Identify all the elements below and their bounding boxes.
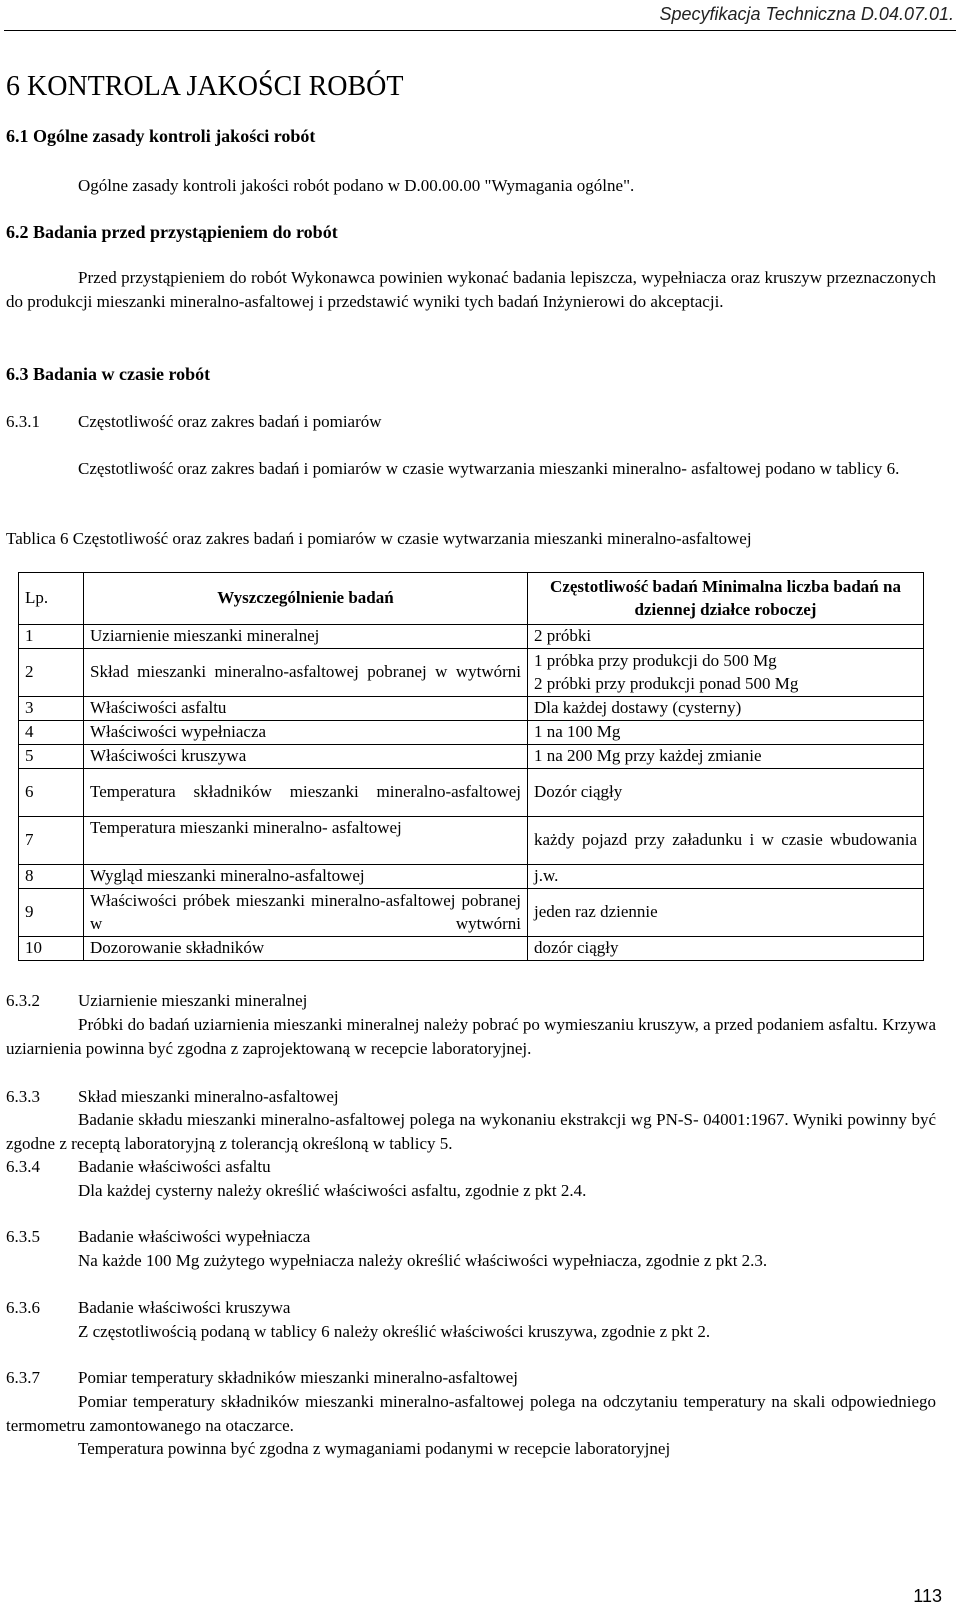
section-6-3-3-heading	[6, 1085, 339, 1109]
section-6-3-2-heading	[6, 989, 307, 1013]
row-lp: 3	[19, 697, 84, 721]
section-number: 6.3.5	[6, 1227, 40, 1246]
header-freq: Częstotliwość badań Minimalna liczba badań na dziennej działce roboczej	[528, 573, 924, 625]
section-6-3-1-text: Częstotliwość oraz zakres badań i pomiarów w czasie wytwarzania mieszanki mineralno- asfaltowej podano w tablicy 6.	[78, 459, 900, 478]
row-lp: 1	[19, 625, 84, 649]
row-freq: każdy pojazd przy załadunku i w czasie wbudowania	[528, 817, 924, 865]
section-number: 6.3.7	[6, 1368, 40, 1387]
section-6-3-6-text: Z częstotliwością podaną w tablicy 6 należy określić właściwości kruszywa, zgodnie z pkt 2.	[78, 1322, 711, 1341]
row-desc: Uziarnienie mieszanki mineralnej	[84, 625, 528, 649]
section-number: 6.3.1	[6, 412, 40, 431]
frequency-table	[18, 572, 924, 961]
section-6-1-text: Ogólne zasady kontroli jakości robót podano w D.00.00.00 "Wymagania ogólne".	[78, 176, 635, 195]
table-6	[18, 572, 924, 961]
row-freq: 2 próbki	[528, 625, 924, 649]
row-lp: 4	[19, 721, 84, 745]
table-row	[19, 649, 924, 697]
section-6-3-7-text: Pomiar temperatury składników mieszanki mineralno-asfaltowej polega na odczytaniu temperatury na skali odpowiedniego termometru zamontowanego na otaczarce.	[6, 1392, 936, 1435]
section-6-3-2-text: Próbki do badań uziarnienia mieszanki mineralnej należy pobrać po wymieszaniu kruszyw, a przed podaniem asfaltu. Krzywa uziarnienia powinna być zgodna z zaprojektowaną w recepcie laboratoryjnej.	[6, 1015, 936, 1058]
section-6-3-4-heading	[6, 1155, 271, 1179]
table-row	[19, 865, 924, 889]
row-freq: dozór ciągły	[528, 937, 924, 961]
row-freq: jeden raz dziennie	[528, 889, 924, 937]
row-desc: Właściwości wypełniacza	[84, 721, 528, 745]
header-desc: Wyszczególnienie badań	[84, 573, 528, 625]
section-6-3-3-text: Badanie składu mieszanki mineralno-asfaltowej polega na wykonaniu ekstrakcji wg PN-S- 04001:1967. Wyniki powinny być zgodne z receptą laboratoryjną z tolerancją określoną w tablicy 5.	[6, 1110, 936, 1153]
table-row	[19, 625, 924, 649]
header-rule	[4, 30, 956, 31]
row-lp: 5	[19, 745, 84, 769]
section-6-1-heading: 6.1 Ogólne zasady kontroli jakości robót	[6, 126, 316, 146]
row-lp: 8	[19, 865, 84, 889]
row-lp: 9	[19, 889, 84, 937]
table-row	[19, 937, 924, 961]
row-desc: Właściwości próbek mieszanki mineralno-asfaltowej pobranej w wytwórni	[84, 889, 528, 937]
table-row	[19, 769, 924, 817]
row-lp: 6	[19, 769, 84, 817]
row-lp: 7	[19, 817, 84, 865]
section-6-3-heading: 6.3 Badania w czasie robót	[6, 364, 211, 384]
row-desc: Wygląd mieszanki mineralno-asfaltowej	[84, 865, 528, 889]
section-number: 6.3.3	[6, 1087, 40, 1106]
section-title: Pomiar temperatury składników mieszanki mineralno-asfaltowej	[78, 1368, 518, 1387]
section-title: Uziarnienie mieszanki mineralnej	[78, 991, 308, 1010]
header-title: Specyfikacja Techniczna D.04.07.01.	[659, 4, 954, 24]
section-number: 6.3.6	[6, 1298, 40, 1317]
section-title: Badanie właściwości wypełniacza	[78, 1227, 311, 1246]
section-6-3-1-heading	[6, 410, 382, 434]
row-desc: Skład mieszanki mineralno-asfaltowej pobranej w wytwórni	[84, 649, 528, 697]
row-desc: Dozorowanie składników	[84, 937, 528, 961]
row-desc: Temperatura składników mieszanki mineralno-asfaltowej	[84, 769, 528, 817]
row-freq: 1 na 100 Mg	[528, 721, 924, 745]
section-6-3-7-text-2: Temperatura powinna być zgodna z wymaganiami podanymi w recepcie laboratoryjnej	[78, 1439, 671, 1458]
chapter-title: 6 KONTROLA JAKOŚCI ROBÓT	[6, 71, 404, 102]
table-caption: Tablica 6 Częstotliwość oraz zakres badań i pomiarów w czasie wytwarzania mieszanki mineralno-asfaltowej	[6, 529, 752, 548]
row-freq: j.w.	[528, 865, 924, 889]
section-number: 6.3.4	[6, 1157, 40, 1176]
row-desc: Właściwości asfaltu	[84, 697, 528, 721]
row-freq-line: 2 próbki przy produkcji ponad 500 Mg	[534, 673, 799, 693]
table-row	[19, 745, 924, 769]
row-freq: Dozór ciągły	[528, 769, 924, 817]
row-lp: 2	[19, 649, 84, 697]
section-6-2-text: Przed przystąpieniem do robót Wykonawca powinien wykonać badania lepiszcza, wypełniacza oraz kruszyw przeznaczonych do produkcji mieszanki mineralno-asfaltowej i przedstawić wyniki tych badań Inżynierowi do akceptacji.	[6, 268, 936, 311]
section-title: Skład mieszanki mineralno-asfaltowej	[78, 1087, 339, 1106]
section-6-3-6-heading	[6, 1296, 290, 1320]
row-freq: 1 na 200 Mg przy każdej zmianie	[528, 745, 924, 769]
row-desc: Temperatura mieszanki mineralno- asfaltowej	[84, 817, 528, 865]
table-header-row	[19, 573, 924, 625]
section-number: 6.3.2	[6, 991, 40, 1010]
row-desc: Właściwości kruszywa	[84, 745, 528, 769]
section-6-3-5-heading	[6, 1225, 310, 1249]
section-6-2-heading: 6.2 Badania przed przystąpieniem do robót	[6, 222, 338, 242]
row-lp: 10	[19, 937, 84, 961]
section-title: Częstotliwość oraz zakres badań i pomiarów	[78, 412, 382, 431]
table-row	[19, 817, 924, 865]
row-freq-line: 1 próbka przy produkcji do 500 Mg	[534, 650, 777, 670]
table-row	[19, 889, 924, 937]
section-6-3-5-text: Na każde 100 Mg zużytego wypełniacza należy określić właściwości wypełniacza, zgodnie z pkt 2.3.	[78, 1251, 768, 1270]
page-number: 113	[913, 1585, 942, 1606]
section-6-3-4-text: Dla każdej cysterny należy określić właściwości asfaltu, zgodnie z pkt 2.4.	[78, 1181, 587, 1200]
header-lp: Lp.	[19, 573, 84, 625]
table-row	[19, 721, 924, 745]
row-freq: Dla każdej dostawy (cysterny)	[528, 697, 924, 721]
row-freq	[528, 649, 924, 697]
table-row	[19, 697, 924, 721]
section-title: Badanie właściwości asfaltu	[78, 1157, 271, 1176]
section-6-3-7-heading	[6, 1366, 518, 1390]
section-title: Badanie właściwości kruszywa	[78, 1298, 291, 1317]
